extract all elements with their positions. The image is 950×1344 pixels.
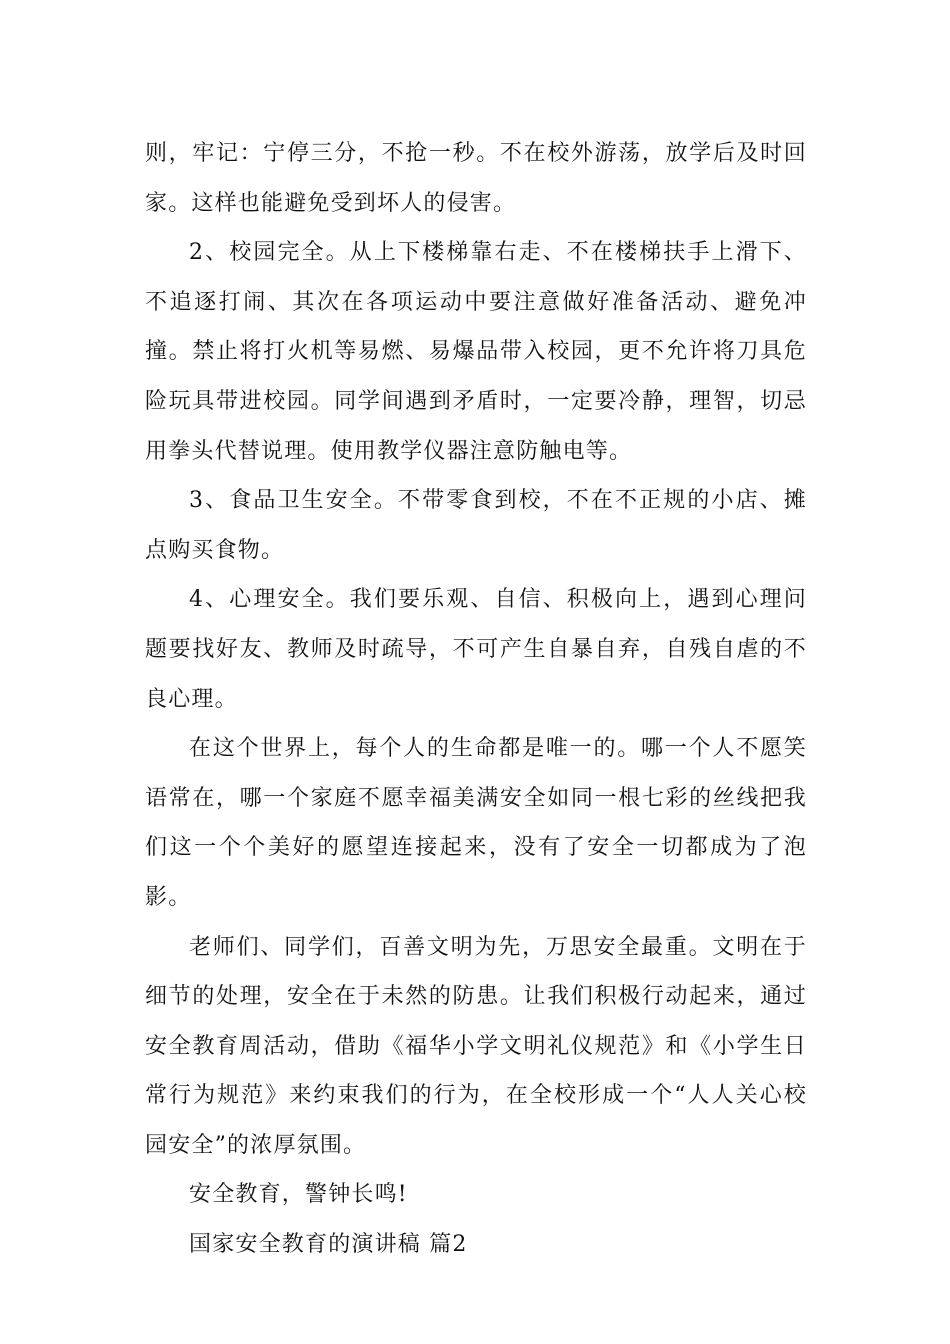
paragraph-slogan: 安全教育，警钟长鸣! [189, 1182, 408, 1208]
paragraph-life-unique: 在这个世界上，每个人的生命都是唯一的。哪一个人不愿笑语常在，哪一个家庭不愿幸福美满安全如同一根七彩的丝线把我们这一个个美好的愿望连接起来，没有了安全一切都成为了泡影。 [145, 736, 807, 910]
paragraph-mental-safety: 4、心理安全。我们要乐观、自信、积极向上，遇到心理问题要找好友、教师及时疏导，不可产生自暴自弃，自残自虐的不良心理。 [145, 587, 807, 712]
paragraph-call-to-action: 老师们、同学们，百善文明为先，万思安全最重。文明在于细节的处理，安全在于未然的防患。让我们积极行动起来，通过安全教育周活动，借助《福华小学文明礼仪规范》和《小学生日常行为规范》来约束我们的行为，在全校形成一个“人人关心校园安全”的浓厚氛围。 [145, 934, 807, 1158]
document-body [145, 129, 807, 1270]
paragraph-continuation: 则，牢记：宁停三分，不抢一秒。不在校外游荡，放学后及时回家。这样也能避免受到坏人的侵害。 [145, 141, 807, 216]
paragraph-food-safety: 3、食品卫生安全。不带零食到校，不在不正规的小店、摊点购买食物。 [145, 488, 807, 563]
paragraph-campus-safety: 2、校园完全。从上下楼梯靠右走、不在楼梯扶手上滑下、不追逐打闹、其次在各项运动中要注意做好准备活动、避免冲撞。禁止将打火机等易燃、易爆品带入校园，更不允许将刀具危险玩具带进校园。同学间遇到矛盾时，一定要冷静，理智，切忌用拳头代替说理。使用教学仪器注意防触电等。 [145, 240, 807, 464]
section-heading: 国家安全教育的演讲稿 篇2 [189, 1232, 468, 1258]
